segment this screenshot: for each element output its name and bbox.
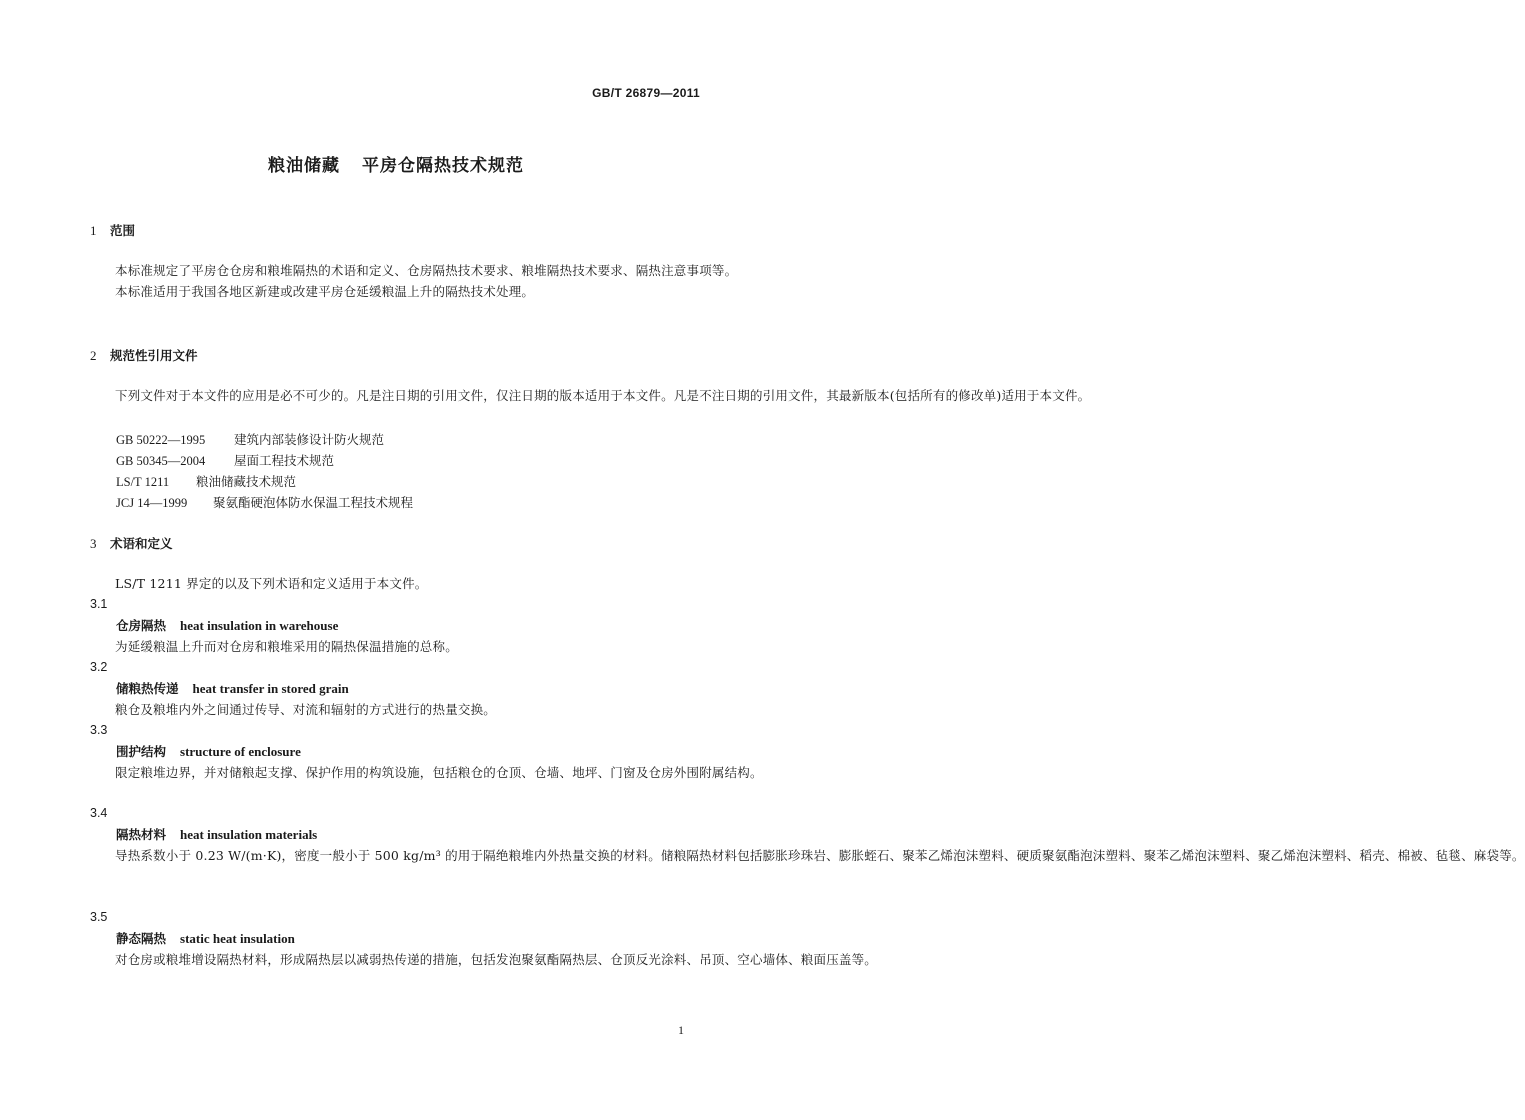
term-zh: 储粮热传递 — [116, 681, 179, 696]
section-title: 规范性引用文件 — [110, 348, 198, 363]
term-definition — [90, 699, 705, 720]
section-title: 术语和定义 — [110, 536, 173, 551]
term-en: heat insulation materials — [180, 827, 318, 842]
section-title: 范围 — [110, 223, 136, 238]
term-zh: 仓房隔热 — [116, 618, 167, 633]
section-1-heading — [90, 221, 135, 239]
term-heading — [116, 825, 317, 843]
title-part1: 粮油储藏 — [268, 156, 340, 176]
term-heading — [116, 616, 338, 634]
term-number: 3.3 — [90, 723, 108, 737]
term-number: 3.1 — [90, 597, 108, 611]
section-3-heading — [90, 534, 173, 552]
reference-item — [116, 493, 413, 511]
term-heading — [116, 929, 295, 947]
page-number: 1 — [678, 1023, 684, 1037]
term-en: static heat insulation — [180, 931, 295, 946]
reference-code: JCJ 14—1999 — [116, 496, 188, 510]
term-definition — [90, 762, 763, 783]
section-3-intro — [90, 573, 705, 594]
section-2-body — [90, 385, 1091, 406]
reference-item — [116, 472, 296, 490]
reference-code: LS/T 1211 — [116, 475, 170, 489]
reference-code: GB 50345—2004 — [116, 454, 206, 468]
section-number: 3 — [90, 536, 97, 551]
reference-item — [116, 430, 384, 448]
term-zh: 隔热材料 — [116, 827, 167, 842]
reference-code: GB 50222—1995 — [116, 433, 206, 447]
term-number: 3.5 — [90, 910, 108, 924]
term-number: 3.4 — [90, 806, 108, 820]
term-definition — [90, 949, 878, 970]
document-title — [0, 151, 792, 176]
section-number: 1 — [90, 223, 97, 238]
term-definition — [90, 845, 1525, 866]
term-number: 3.2 — [90, 660, 108, 674]
reference-name: 聚氨酯硬泡体防水保温工程技术规程 — [213, 495, 414, 510]
paragraph: 粮仓及粮堆内外之间通过传导、对流和辐射的方式进行的热量交换。 — [115, 702, 497, 717]
paragraph: 本标准适用于我国各地区新建或改建平房仓延缓粮温上升的隔热技术处理。 — [115, 284, 535, 299]
reference-item — [116, 451, 334, 469]
section-1-body — [90, 260, 738, 302]
paragraph: LS/T 1211 界定的以及下列术语和定义适用于本文件。 — [115, 576, 428, 591]
paragraph: 限定粮堆边界，并对储粮起支撑、保护作用的构筑设施，包括粮仓的仓顶、仓墙、地坪、门窗及仓房外围附属结构。 — [115, 765, 763, 780]
paragraph: 下列文件对于本文件的应用是必不可少的。凡是注日期的引用文件，仅注日期的版本适用于本文件。凡是不注日期的引用文件，其最新版本(包括所有的修改单)适用于本文件。 — [115, 388, 1091, 403]
term-heading — [116, 742, 301, 760]
term-en: heat insulation in warehouse — [180, 618, 339, 633]
term-en: heat transfer in stored grain — [192, 681, 349, 696]
title-part2: 平房仓隔热技术规范 — [362, 156, 524, 176]
paragraph: 为延缓粮温上升而对仓房和粮堆采用的隔热保温措施的总称。 — [115, 639, 458, 654]
reference-name: 粮油储藏技术规范 — [196, 474, 297, 489]
section-2-heading — [90, 346, 198, 364]
reference-name: 建筑内部装修设计防火规范 — [234, 432, 385, 447]
term-heading — [116, 679, 349, 697]
paragraph: 本标准规定了平房仓仓房和粮堆隔热的术语和定义、仓房隔热技术要求、粮堆隔热技术要求、隔热注意事项等。 — [115, 263, 738, 278]
section-number: 2 — [90, 348, 97, 363]
term-en: structure of enclosure — [180, 744, 301, 759]
paragraph: 导热系数小于 0.23 W/(m·K)，密度一般小于 500 kg/m³ 的用于隔绝粮堆内外热量交换的材料。储粮隔热材料包括膨胀珍珠岩、膨胀蛭石、聚苯乙烯泡沫塑料、硬质聚氨酯泡沫塑料、聚苯乙烯泡沫塑料、聚乙烯泡沫塑料、稻壳、棉被、毡毯、麻袋等。 — [115, 848, 1525, 863]
term-definition — [90, 636, 705, 657]
term-zh: 静态隔热 — [116, 931, 167, 946]
standard-number: GB/T 26879—2011 — [592, 86, 700, 100]
paragraph: 对仓房或粮堆增设隔热材料，形成隔热层以减弱热传递的措施，包括发泡聚氨酯隔热层、仓顶反光涂料、吊顶、空心墙体、粮面压盖等。 — [115, 952, 878, 967]
reference-name: 屋面工程技术规范 — [234, 453, 335, 468]
term-zh: 围护结构 — [116, 744, 167, 759]
